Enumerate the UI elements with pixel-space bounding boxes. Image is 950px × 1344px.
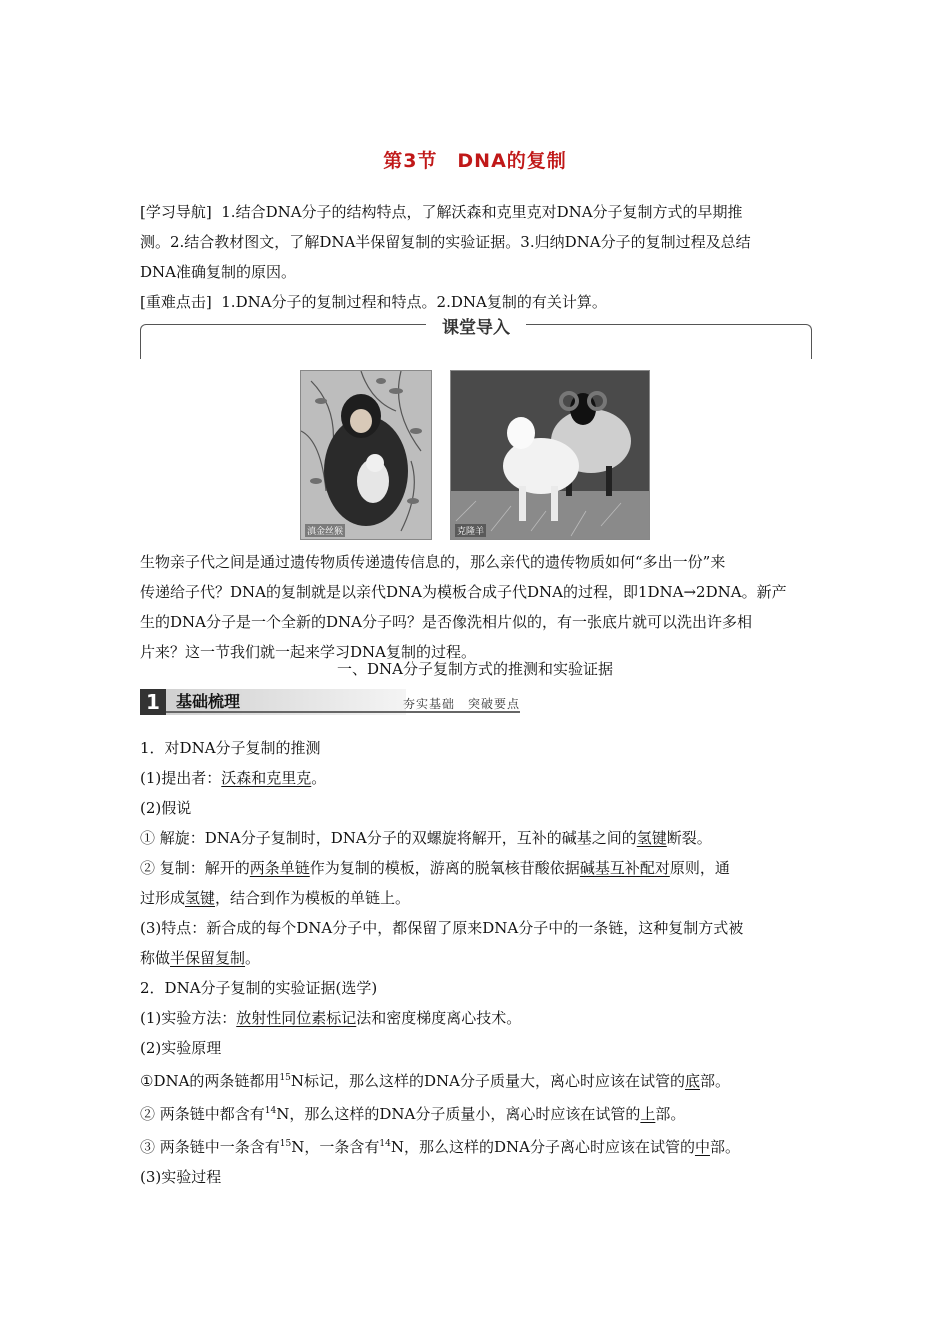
answer-isotope-labeling: 放射性同位素标记 <box>236 1009 357 1027</box>
line-principle-1: ①DNA的两条链都用$^{15}$N标记，那么这样的DNA分子质量大，离心时应该在试管的底部。 <box>140 1072 731 1090</box>
banner-subtitle: 夯实基础 突破要点 <box>402 697 520 711</box>
line-principle-3: ③ 两条链中一条含有$^{15}$N，一条含有$^{14}$N，那么这样的DNA分子离心时应该在试管的中部。 <box>140 1138 740 1156</box>
keypoints-text: 1.DNA分子的复制过程和特点。2.DNA复制的有关计算。 <box>221 293 607 311</box>
section-label: 课堂导入 <box>426 313 526 338</box>
banner-title: 基础梳理 <box>166 689 406 715</box>
intro-line-3: 生的DNA分子是一个全新的DNA分子吗？是否像洗相片似的，有一张底片就可以洗出许多相 <box>140 613 752 631</box>
intro-paragraph <box>140 547 812 667</box>
answer-proposer: 沃森和克里克 <box>221 769 312 787</box>
intro-line-4: 片来？这一节我们就一起来学习DNA复制的过程。 <box>140 643 476 661</box>
line-unwinding: ① 解旋：DNA分子复制时，DNA分子的双螺旋将解开，互补的碱基之间的氢键断裂。 <box>140 829 712 847</box>
line-principle-2: ② 两条链中都含有$^{14}$N，那么这样的DNA分子质量小，离心时应该在试管的上部。 <box>140 1105 686 1123</box>
line-hypothesis: (2)假说 <box>140 799 192 817</box>
answer-top: 上 <box>640 1105 656 1123</box>
banner-number: 1 <box>140 689 166 715</box>
line-process: (3)实验过程 <box>140 1168 222 1186</box>
line-replication-cont: 过形成氢键，结合到作为模板的单链上。 <box>140 889 411 907</box>
keypoints-tag: [重难点击] <box>140 293 212 311</box>
line-feature-cont: 称做半保留复制。 <box>140 949 261 967</box>
answer-bottom: 底 <box>685 1072 701 1090</box>
line-feature: (3)特点：新合成的每个DNA分子中，都保留了原来DNA分子中的一条链，这种复制方式被 <box>140 919 744 937</box>
sheep-image <box>451 371 649 539</box>
monkey-image <box>301 371 431 539</box>
answer-two-strands: 两条单链 <box>249 859 310 877</box>
line-method: (1)实验方法：放射性同位素标记法和密度梯度离心技术。 <box>140 1009 522 1027</box>
answer-hydrogen-bond-2: 氢键 <box>185 889 216 907</box>
page-title: 第3节 DNA的复制 <box>383 150 567 172</box>
line-replication: ② 复制：解开的两条单链作为复制的模板，游离的脱氧核苷酸依据碱基互补配对原则，通 <box>140 859 730 877</box>
answer-middle: 中 <box>694 1138 710 1156</box>
guide-line-3: DNA准确复制的原因。 <box>140 263 296 281</box>
subsection-heading: 一、DNA分子复制方式的推测和实验证据 <box>337 660 613 678</box>
content-body <box>140 733 812 1192</box>
answer-hydrogen-bond: 氢键 <box>636 829 667 847</box>
answer-semiconservative: 半保留复制 <box>170 949 246 967</box>
answer-base-pairing: 碱基互补配对 <box>579 859 670 877</box>
section-header-classroom-intro <box>140 318 812 359</box>
line-principle: (2)实验原理 <box>140 1039 222 1057</box>
guide-line-2: 测。2.结合教材图文，了解DNA半保留复制的实验证据。3.归纳DNA分子的复制过程及总结 <box>140 233 751 251</box>
photo-caption-sheep: 克隆羊 <box>455 524 486 537</box>
heading-2: 2．DNA分子复制的实验证据(选学) <box>140 979 378 997</box>
photo-sheep <box>450 370 650 540</box>
heading-1: 1．对DNA分子复制的推测 <box>140 739 321 757</box>
intro-line-1: 生物亲子代之间是通过遗传物质传递遗传信息的，那么亲代的遗传物质如何“多出一份”来 <box>140 553 726 571</box>
guide-line-1: 1.结合DNA分子的结构特点，了解沃森和克里克对DNA分子复制方式的早期推 <box>221 203 743 221</box>
basic-review-banner <box>140 689 520 715</box>
learning-guide <box>140 197 812 317</box>
guide-tag: [学习导航] <box>140 203 212 221</box>
line-proposer: (1)提出者：沃森和克里克。 <box>140 769 327 787</box>
intro-line-2: 传递给子代？DNA的复制就是以亲代DNA为模板合成子代DNA的过程，即1DNA→2DNA。新产 <box>140 583 787 601</box>
photo-monkey <box>300 370 432 540</box>
photo-caption-monkey: 滇金丝猴 <box>305 524 345 537</box>
